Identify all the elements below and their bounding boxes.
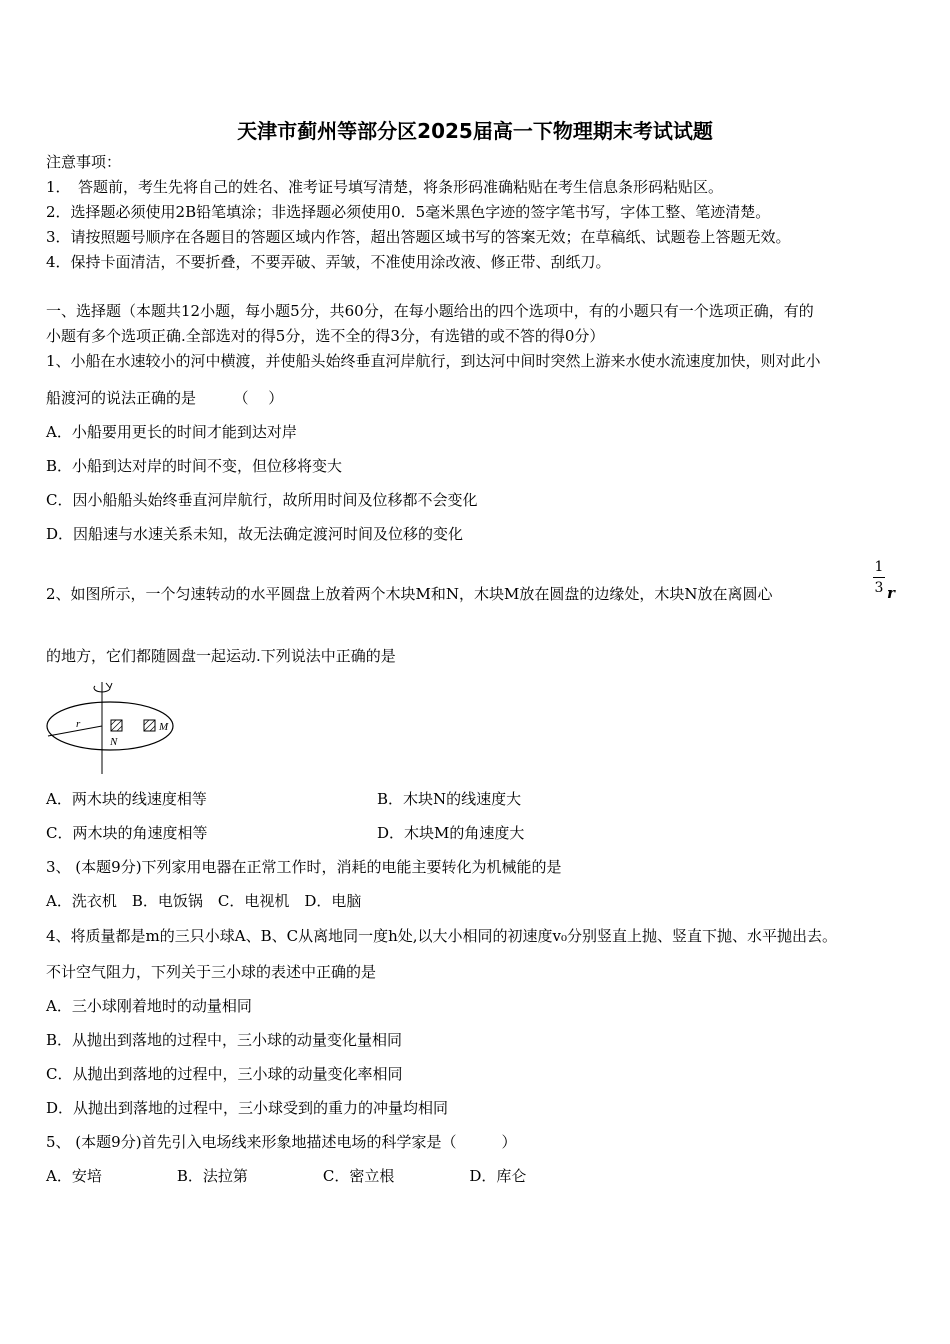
block-m-hatch [144, 720, 155, 731]
label-n: N [110, 736, 118, 748]
block-n-hatch [111, 720, 122, 731]
fraction-bar [873, 577, 885, 578]
q5-stem: 5、 (本题9分)首先引入电场线来形象地描述电场的科学家是（ ） [46, 1133, 517, 1151]
notice-item-3: 3．请按照题号顺序在各题目的答题区域内作答，超出答题区域书写的答案无效；在草稿纸、试题卷上答题无效。 [46, 228, 791, 246]
rotation-arrowhead [106, 683, 112, 688]
q4-stem-2: 不计空气阻力，下列关于三小球的表述中正确的是 [46, 963, 377, 981]
q1-option-a: A．小船要用更长的时间才能到达对岸 [46, 423, 297, 441]
q5-options: A．安培 B．法拉第 C．密立根 D．库仑 [46, 1167, 527, 1185]
q3-stem: 3、 (本题9分)下列家用电器在正常工作时，消耗的电能主要转化为机械能的是 [46, 858, 562, 876]
q1-stem-1: 1、小船在水速较小的河中横渡，并使船头始终垂直河岸航行，到达河中间时突然上游来水使水流速度加快，则对此小 [46, 352, 821, 370]
q3-options: A．洗衣机 B．电饭锅 C．电视机 D．电脑 [46, 892, 362, 910]
fraction-numerator: 1 [874, 559, 884, 575]
notice-item-2: 2．选择题必须使用2B铅笔填涂；非选择题必须使用0．5毫米黑色字迹的签字笔书写，字体工整、笔迹清楚。 [46, 203, 771, 221]
q2-stem-2: 的地方，它们都随圆盘一起运动.下列说法中正确的是 [46, 647, 396, 665]
q4-option-b: B．从抛出到落地的过程中，三小球的动量变化量相同 [46, 1031, 403, 1049]
q1-option-c: C．因小船船头始终垂直河岸航行，故所用时间及位移都不会变化 [46, 491, 478, 509]
radius-line [48, 726, 102, 736]
q1-option-b: B．小船到达对岸的时间不变，但位移将变大 [46, 457, 343, 475]
section1-instruction-2: 小题有多个选项正确.全部选对的得5分，选不全的得3分，有选错的或不答的得0分） [46, 327, 605, 345]
q4-option-c: C．从抛出到落地的过程中，三小球的动量变化率相同 [46, 1065, 403, 1083]
q4-option-d: D．从抛出到落地的过程中，三小球受到的重力的冲量均相同 [46, 1099, 449, 1117]
label-m: M [159, 721, 169, 733]
notice-heading: 注意事项： [46, 153, 122, 171]
q4-stem-1: 4、将质量都是m的三只小球A、B、C从离地同一度h处,以大小相同的初速度v₀分别竖直上抛、竖直下抛、水平抛出去。 [46, 927, 838, 945]
section1-instruction-1: 一、选择题（本题共12小题，每小题5分，共60分，在每小题给出的四个选项中，有的小题只有一个选项正确，有的 [46, 302, 814, 320]
q2-option-d: D．木块M的角速度大 [377, 824, 525, 842]
q1-stem-2: 船渡河的说法正确的是 （ ） [46, 389, 284, 407]
label-r: r [76, 718, 81, 730]
q2-option-a: A．两木块的线速度相等 [46, 790, 207, 808]
q2-option-b: B．木块N的线速度大 [377, 790, 522, 808]
page-title: 天津市蓟州等部分区2025届高一下物理期末考试试题 [237, 119, 713, 143]
radius-variable: r [887, 584, 895, 602]
fraction-denominator: 3 [874, 580, 884, 596]
q1-option-d: D．因船速与水速关系未知，故无法确定渡河时间及位移的变化 [46, 525, 464, 543]
notice-item-1: 1． 答题前，考生先将自己的姓名、准考证号填写清楚，将条形码准确粘贴在考生信息条形码粘贴区。 [46, 178, 724, 196]
notice-item-4: 4．保持卡面清洁，不要折叠，不要弄破、弄皱，不准使用涂改液、修正带、刮纸刀。 [46, 253, 611, 271]
q2-option-c: C．两木块的角速度相等 [46, 824, 208, 842]
q4-option-a: A．三小球刚着地时的动量相同 [46, 997, 252, 1015]
rotating-disk-figure [40, 678, 220, 778]
q2-stem-1: 2、如图所示，一个匀速转动的水平圆盘上放着两个木块M和N，木块M放在圆盘的边缘处，木块N放在离圆心 [46, 585, 773, 603]
